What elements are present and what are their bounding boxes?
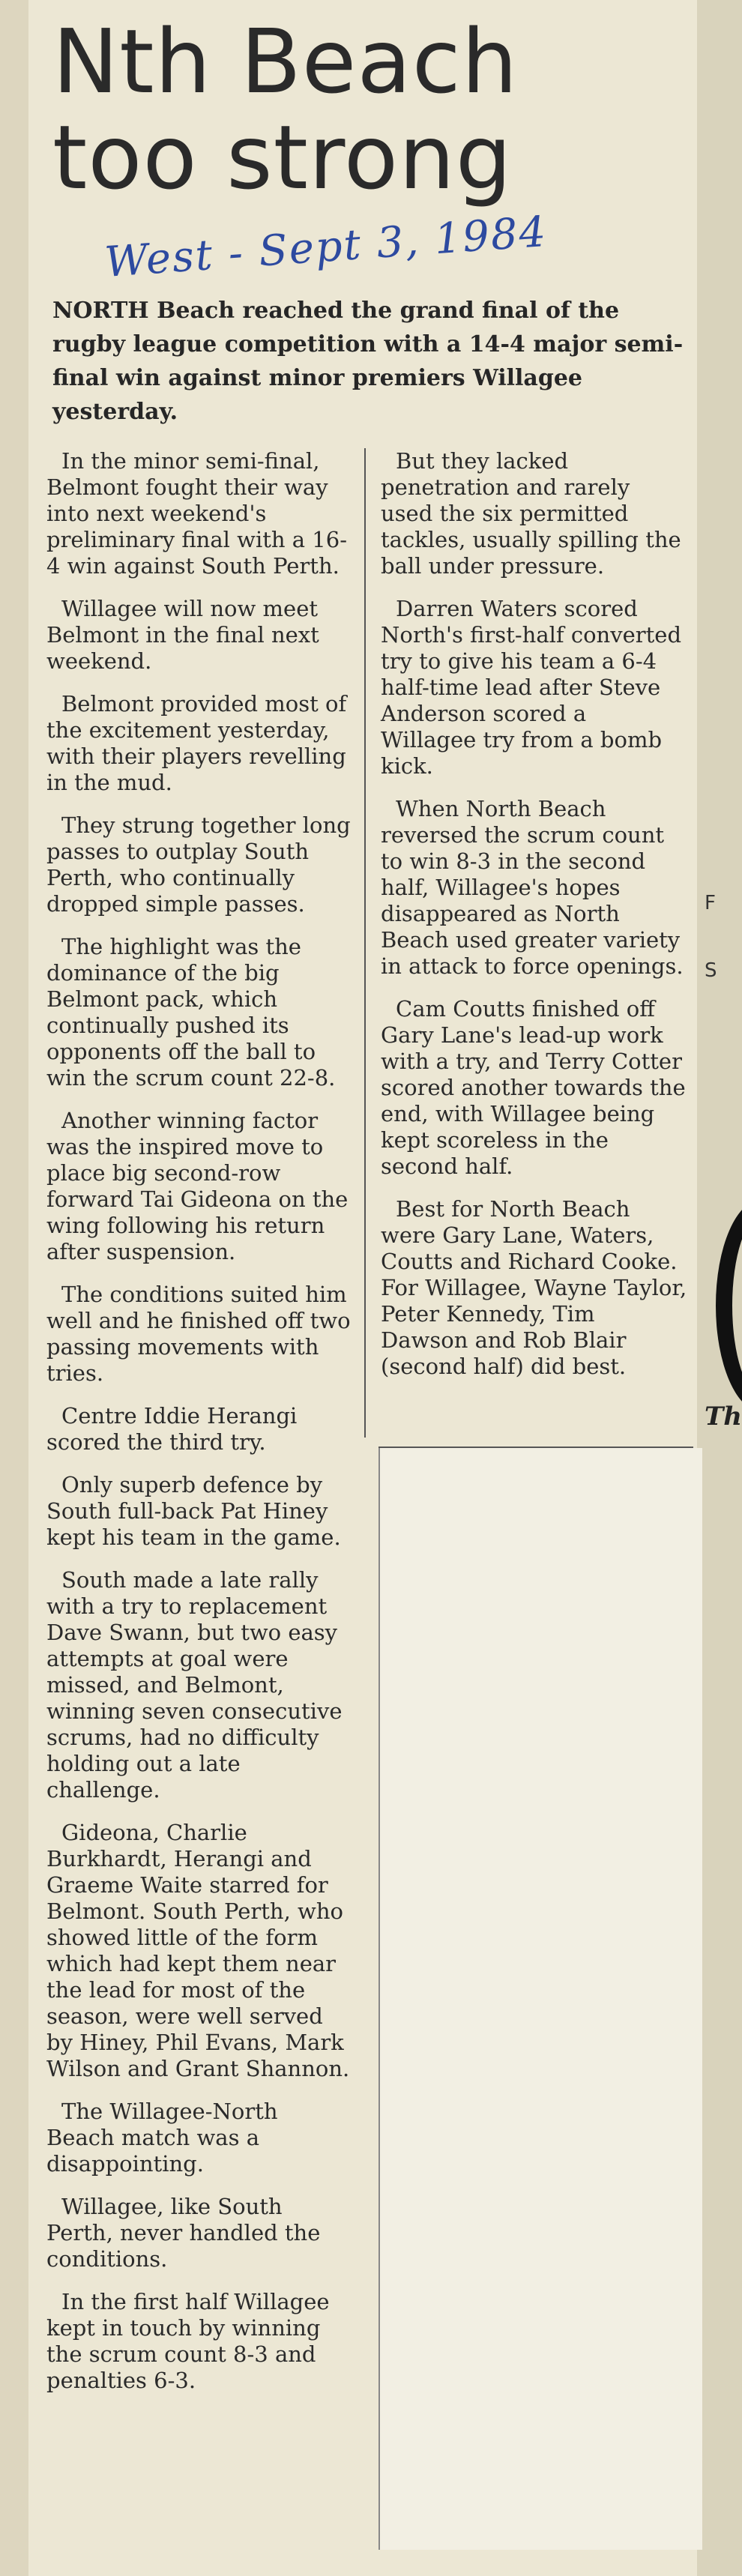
paragraph: Darren Waters scored North's first-half converted try to give his team a 6-4 half-time lead after Steve Anderson scored a Willagee try from a bomb kick. [381, 596, 682, 779]
paragraph: But they lacked penetration and rarely used the six permitted tackles, usually spilling the ball under pressure. [381, 448, 681, 579]
paragraph: Centre Iddie Herangi scored the third try. [46, 1403, 298, 1455]
right-edge-word: Th [705, 1402, 742, 1432]
paragraph: In the first half Willagee kept in touch by winning the scrum count 8-3 and penalties 6-3. [46, 2289, 330, 2393]
paragraph: South made a late rally with a try to replacement Dave Swann, but two easy attempts at goal were missed, and Belmont, winning seven consecutive scrums, had no difficulty holding out a late challenge. [46, 1567, 343, 1803]
paragraph: Belmont provided most of the excitement yesterday, with their players revelling in the mud. [46, 691, 347, 795]
headline [52, 10, 652, 209]
column-divider [364, 448, 366, 1438]
headline-line-1: Nth Beach [52, 10, 519, 113]
paragraph: When North Beach reversed the scrum count to win 8-3 in the second half, Willagee's hopes disappeared as North Beach used greater variety in attack to force openings. [381, 796, 684, 979]
lead-paragraph: NORTH Beach reached the grand final of the rugby league competition with a 14-4 major semi-final win against minor premiers Willagee yesterday. [52, 298, 684, 425]
article-column-right [381, 448, 688, 1396]
article-column-left [46, 448, 351, 2410]
paragraph: The Willagee-North Beach match was a disappointing. [46, 2099, 278, 2177]
paragraph: In the minor semi-final, Belmont fought their way into next weekend's preliminary final with a 16-4 win against South Perth. [46, 448, 348, 579]
handwritten-date-note: West - Sept 3, 1984 [103, 207, 549, 287]
clipping-left-edge [0, 0, 28, 2576]
paragraph: Willagee, like South Perth, never handled the conditions. [46, 2194, 321, 2272]
fragment-letter: F [705, 892, 716, 914]
headline-line-2: too strong [52, 106, 513, 209]
paragraph: Best for North Beach were Gary Lane, Waters, Coutts and Richard Cooke. For Willagee, Wayne Taylor, Peter Kennedy, Tim Dawson and Rob Blair (second half) did best. [381, 1196, 687, 1379]
paragraph: Only superb defence by South full-back Pat Hiney kept his team in the game. [46, 1472, 341, 1550]
paragraph: Another winning factor was the inspired move to place big second-row forward Tai Gideona on the wing following his return after suspension. [46, 1108, 349, 1264]
paragraph: Cam Coutts finished off Gary Lane's lead-up work with a try, and Terry Cotter scored another towards the end, with Willagee being kept scoreless in the second half. [381, 996, 686, 1179]
fragment-letter: S [705, 959, 717, 982]
paragraph: Gideona, Charlie Burkhardt, Herangi and Graeme Waite starred for Belmont. South Perth, who showed little of the form which had kept them near the lead for most of the season, were well served by Hiney, Phil Evans, Mark Wilson and Grant Shannon. [46, 1820, 350, 2081]
right-edge-fragments [705, 675, 742, 982]
paragraph: The highlight was the dominance of the big Belmont pack, which continually pushed its opponents off the ball to win the scrum count 22-8. [46, 934, 336, 1091]
paragraph: The conditions suited him well and he finished off two passing movements with tries. [46, 1282, 351, 1386]
adjacent-blank-area [378, 1448, 702, 2550]
paragraph: They strung together long passes to outplay South Perth, who continually dropped simple passes. [46, 812, 351, 917]
paragraph: Willagee will now meet Belmont in the final next weekend. [46, 596, 319, 674]
